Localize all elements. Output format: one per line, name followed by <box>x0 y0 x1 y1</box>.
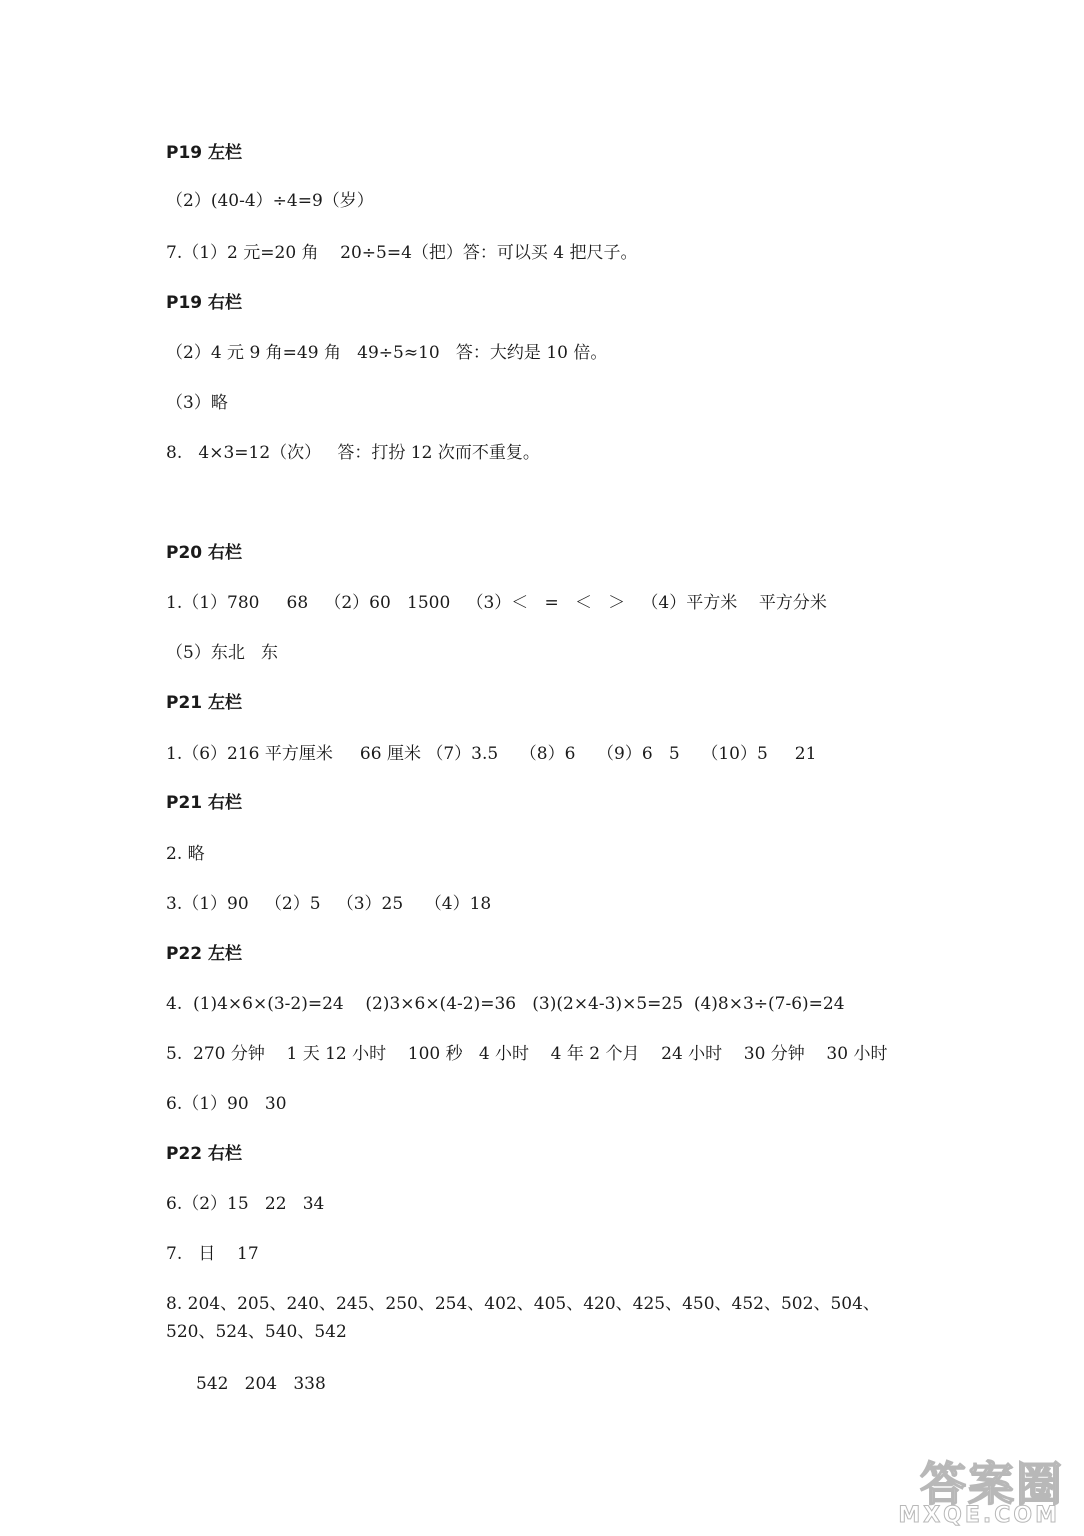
answer-line: 5. 270 分钟 1 天 12 小时 100 秒 4 小时 4 年 2 个月 24 小时 30 分钟 30 小时 <box>166 1044 888 1064</box>
section-heading-p20-right: P20 右栏 <box>166 543 243 563</box>
section-heading-p21-left: P21 左栏 <box>166 693 243 713</box>
answer-line: （2）4 元 9 角=49 角 49÷5≈10 答：大约是 10 倍。 <box>166 343 608 363</box>
answer-line: （2）(40-4）÷4=9（岁） <box>166 191 374 211</box>
answer-line: 3.（1）90 （2）5 （3）25 （4）18 <box>166 894 492 914</box>
watermark-logo <box>884 1448 1064 1528</box>
answer-line: 6.（1）90 30 <box>166 1094 287 1114</box>
watermark-text: 答案圈 <box>920 1457 1064 1511</box>
section-heading-p19-left: P19 左栏 <box>166 143 243 163</box>
answer-line: 7. 日 17 <box>166 1244 259 1264</box>
answer-line: 2. 略 <box>166 844 205 864</box>
answer-line: 8. 204、205、240、245、250、254、402、405、420、425、450、452、502、504、520、524、540、542 <box>166 1294 880 1342</box>
answer-line: 1.（6）216 平方厘米 66 厘米 （7）3.5 （8）6 （9）6 5 （10）5 21 <box>166 744 817 764</box>
answer-line: （5）东北 东 <box>166 643 279 663</box>
section-heading-p21-right: P21 右栏 <box>166 793 243 813</box>
watermark-url: MXQE.COM <box>898 1503 1060 1528</box>
answer-line: 4. (1)4×6×(3-2)=24 (2)3×6×(4-2)=36 (3)(2×4-3)×5=25 (4)8×3÷(7-6)=24 <box>166 994 845 1014</box>
answer-line: 1.（1）780 68 （2）60 1500 （3）＜ = ＜ ＞ （4）平方米 平方分米 <box>166 593 827 613</box>
answer-line: 542 204 338 <box>196 1374 326 1394</box>
answer-line: 6.（2）15 22 34 <box>166 1194 325 1214</box>
section-heading-p22-left: P22 左栏 <box>166 944 243 964</box>
section-heading-p22-right: P22 右栏 <box>166 1144 243 1164</box>
section-heading-p19-right: P19 右栏 <box>166 293 243 313</box>
answer-line: 8. 4×3=12（次） 答：打扮 12 次而不重复。 <box>166 443 540 463</box>
answer-line: （3）略 <box>166 393 228 413</box>
answer-line: 7.（1）2 元=20 角 20÷5=4（把）答：可以买 4 把尺子。 <box>166 243 638 263</box>
